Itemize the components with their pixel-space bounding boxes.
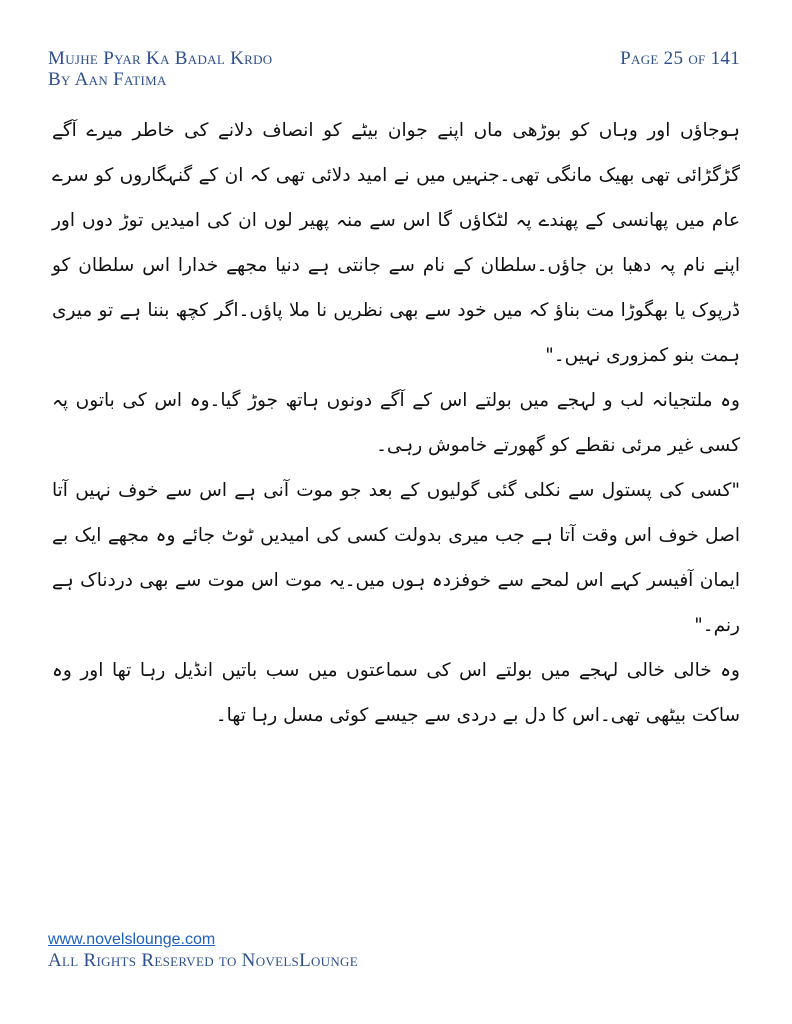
paragraph-3: "کسی کی پستول سے نکلی گئی گولیوں کے بعد جو موت آنی ہے اس سے خوف نہیں آتا اصل خوف اس وقت آتا ہے جب میری بدولت کسی کی امیدیں ٹوٹ جائے وہ مجھے ایک بے ایمان آفیسر کہے اس لمحے سے خوفزدہ ہوں میں۔یہ موت اس موت سے بھی دردناک ہے رنم۔": [52, 480, 740, 636]
page-number: Page 25 of 141: [620, 48, 740, 69]
story-body: [52, 108, 740, 738]
book-title: Mujhe Pyar Ka Badal Krdo: [48, 48, 273, 69]
paragraph-1: ہوجاؤں اور وہاں کو بوڑھی ماں اپنے جوان بیٹے کو انصاف دلانے کی خاطر میرے آگے گڑگڑائی تھی بھیک مانگی تھی۔جنہیں میں نے امید دلائی تھی کہ ان کے گنہگاروں کو سرے عام میں پھانسی کے پھندے پہ لٹکاؤں گا اس سے منہ پھیر لوں ان کی امیدیں توڑ دوں اور اپنے نام پہ دھبا بن جاؤں۔سلطان کے نام سے جانتی ہے دنیا مجھے خدارا اس سلطان کو ڈرپوک یا بھگوڑا مت بناؤ کہ میں خود سے بھی نظریں نا ملا پاؤں۔اگر کچھ بننا ہے تو میری ہمت بنو کمزوری نہیں۔": [52, 120, 740, 366]
page-header: [48, 48, 740, 92]
book-author: By Aan Fatima: [48, 69, 167, 90]
paragraph-4: وہ خالی خالی لہجے میں بولتے اس کی سماعتوں میں سب باتیں انڈیل رہا تھا اور وہ ساکت بیٹھی تھی۔اس کا دل بے دردی سے جیسے کوئی مسل رہا تھا۔: [52, 660, 740, 726]
page-footer: [48, 930, 568, 972]
rights-notice: All Rights Reserved to NovelsLounge: [48, 950, 358, 971]
paragraph-2: وہ ملتجیانہ لب و لہجے میں بولتے اس کے آگے دونوں ہاتھ جوڑ گیا۔وہ اس کی باتوں پہ کسی غیر مرئی نقطے کو گھورتے خاموش رہی۔: [52, 390, 740, 456]
book-info: [48, 48, 273, 90]
website-link[interactable]: www.novelslounge.com: [48, 931, 216, 948]
